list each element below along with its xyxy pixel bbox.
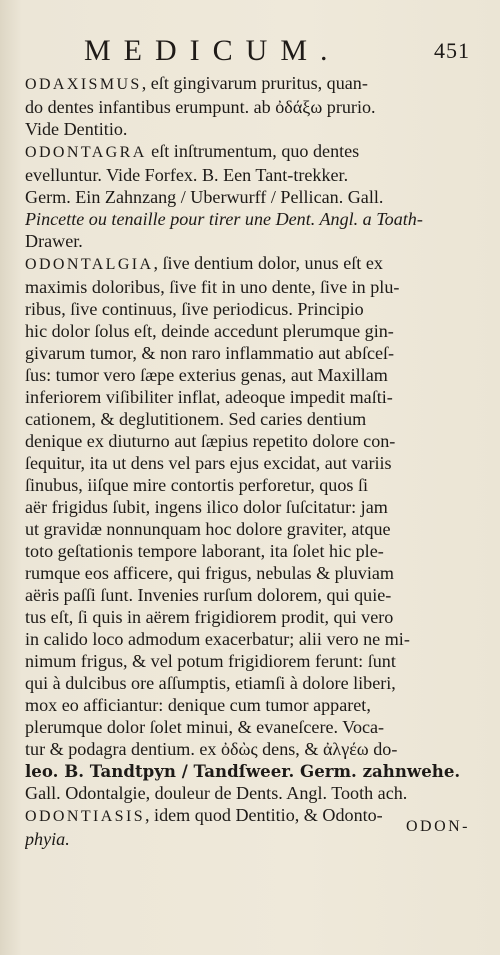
text-line: ſequitur, ita ut dens vel pars ejus excidat, aut variis <box>25 453 392 473</box>
text-line: tus eſt, ſi quis in aërem frigidiorem prodit, qui vero <box>25 607 394 627</box>
text-line: givarum tumor, & non raro inflammatio aut abſceſ- <box>25 343 395 363</box>
running-head: MEDICUM. <box>84 34 341 67</box>
entry-odontagra <box>25 140 473 252</box>
text-line: inferiorem viſibiliter inflat, adeoque impedit maſti- <box>25 387 393 407</box>
text-line: ODAXISMUS, eſt gingivarum pruritus, quan- <box>25 73 368 93</box>
text-line: aër frigidus ſubit, ingens ilico dolor ſuſcitatur: jam <box>25 497 388 517</box>
entry-odaxismus <box>25 72 473 140</box>
text-line: in calido loco admodum exacerbatur; alii vero ne mi- <box>25 629 410 649</box>
headword: ODAXISMUS <box>25 76 142 93</box>
text-line: nimum frigus, & vel potum frigidiorem ferunt: ſunt <box>25 651 396 671</box>
text-line: do dentes infantibus erumpunt. ab ὀδάξω prurio. <box>25 97 376 117</box>
dictionary-text <box>25 72 473 850</box>
text-line: toto geſtationis tempore laborant, ita ſolet hic ple- <box>25 541 384 561</box>
text-line: ODONTIASIS, idem quod Dentitio, & Odonto- <box>25 805 383 825</box>
text-line: maximis doloribus, ſive fit in uno dente, ſive in plu- <box>25 277 400 297</box>
text-line: Vide Dentitio. <box>25 119 128 139</box>
text-line: denique ex diuturno aut ſæpius repetito dolore con- <box>25 431 396 451</box>
text-line: tur & podagra dentium. ex ὀδὼς dens, & ἀλγέω do- <box>25 739 398 759</box>
text-line: ſinubus, iiſque mire contortis perforetur, quos ſi <box>25 475 368 495</box>
text-line: Gall. Odontalgie, douleur de Dents. Angl. Tooth ach. <box>25 783 408 803</box>
page-number: 451 <box>434 38 470 63</box>
text-line: ODONTALGIA, ſive dentium dolor, unus eſt ex <box>25 253 383 273</box>
headword: ODONTALGIA <box>25 256 154 273</box>
headword: ODONTAGRA <box>25 144 147 161</box>
text-line: ribus, ſive continuus, ſive periodicus. Principio <box>25 299 364 319</box>
entry-odontalgia <box>25 252 473 804</box>
text-line: ſus: tumor vero ſæpe exterius genas, aut Maxillam <box>25 365 388 385</box>
text-line: Drawer. <box>25 231 83 251</box>
text-line: ODONTAGRA eſt inſtrumentum, quo dentes <box>25 141 360 161</box>
text-line: Pincette ou tenaille pour tirer une Dent. Angl. a Toath- <box>25 209 423 229</box>
text-line: Germ. Ein Zahnzang / Uberwurff / Pellican. Gall. <box>25 187 384 207</box>
text-line: hic dolor ſolus eſt, deinde accedunt plerumque gin- <box>25 321 394 341</box>
text-line: cationem, & deglutitionem. Sed caries dentium <box>25 409 367 429</box>
headword: ODONTIASIS <box>25 808 145 825</box>
page-header <box>84 34 470 74</box>
text-line: phyia. <box>25 829 70 849</box>
text-line: ut gravidæ nonnunquam hoc dolore graviter, atque <box>25 519 391 539</box>
text-line: evelluntur. Vide Forfex. B. Een Tant-trekker. <box>25 165 349 185</box>
text-line: aëris paſſi ſunt. Invenies rurſum dolorem, qui quie- <box>25 585 392 605</box>
catchword: ODON- <box>405 818 470 835</box>
text-line: leo. B. Tandtpyn / Tandſweer. Germ. zahnwehe. <box>25 761 461 781</box>
text-line: rumque eos afficere, qui frigus, nebulas & pluviam <box>25 563 394 583</box>
text-line: mox eo afficiantur: denique cum tumor apparet, <box>25 695 371 715</box>
text-line: qui à dulcibus ore aſſumptis, etiamſi à dolore liberi, <box>25 673 396 693</box>
text-line: plerumque dolor ſolet minui, & evaneſcere. Voca- <box>25 717 385 737</box>
